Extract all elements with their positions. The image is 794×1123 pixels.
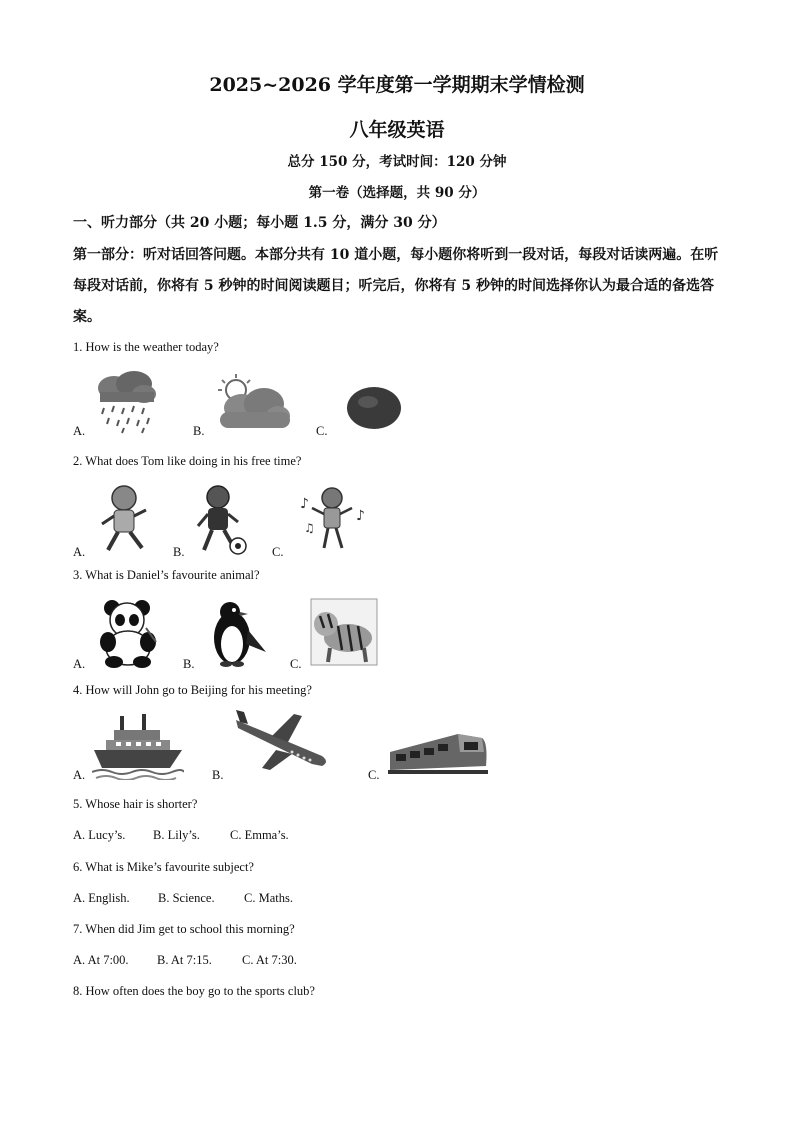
section-instruction: 第一部分：听对话回答问题。本部分共有 10 道小题，每小题你将听到一段对话，每段对话读两遍。在听每段对话前，你将有 5 秒钟的时间阅读题目；听完后，你将有 5 秒钟的时间选择你认为最合适的备选答案。 <box>73 247 719 325</box>
q4-option-a: A. <box>73 768 86 782</box>
exam-meta: 总分 150 分，考试时间：120 分钟 <box>287 154 507 170</box>
question-3: 3. What is Daniel’s favourite animal? <box>73 568 260 582</box>
q6-option-b: B. Science. <box>158 891 215 905</box>
question-4: 4. How will John go to Beijing for his meeting? <box>73 683 312 697</box>
q3-option-c: C. <box>290 657 302 671</box>
train-icon <box>388 722 488 778</box>
question-7: 7. When did Jim get to school this morning? <box>73 922 295 936</box>
q5-option-a: A. Lucy’s. <box>73 828 126 842</box>
volume-heading: 第一卷（选择题，共 90 分） <box>308 185 486 201</box>
q7-option-a: A. At 7:00. <box>73 953 129 967</box>
q1-option-c: C. <box>316 424 328 438</box>
q7-option-b: B. At 7:15. <box>157 953 212 967</box>
panda-icon <box>96 598 160 668</box>
q4-option-b: B. <box>212 768 224 782</box>
section-heading: 一、听力部分（共 20 小题；每小题 1.5 分，满分 30 分） <box>73 215 446 231</box>
question-6: 6. What is Mike’s favourite subject? <box>73 860 254 874</box>
running-boy-icon <box>98 484 150 556</box>
q2-option-a: A. <box>73 545 86 559</box>
singing-boy-icon <box>298 486 370 552</box>
q2-option-c: C. <box>272 545 284 559</box>
q1-option-a: A. <box>73 424 86 438</box>
svg-text:♪: ♪ <box>300 496 309 512</box>
q3-option-b: B. <box>183 657 195 671</box>
q7-option-c: C. At 7:30. <box>242 953 297 967</box>
svg-text:♫: ♫ <box>304 521 315 535</box>
dark-circle-icon <box>346 386 402 430</box>
svg-text:♪: ♪ <box>356 508 365 524</box>
question-1: 1. How is the weather today? <box>73 340 219 354</box>
sun-cloud-icon <box>214 374 292 432</box>
tiger-icon <box>310 598 378 666</box>
q3-option-a: A. <box>73 657 86 671</box>
rain-cloud-icon <box>92 370 160 434</box>
football-boy-icon <box>194 484 248 556</box>
q5-option-c: C. Emma’s. <box>230 828 289 842</box>
q1-option-b: B. <box>193 424 205 438</box>
ship-icon <box>92 712 184 780</box>
q6-option-a: A. English. <box>73 891 130 905</box>
q4-option-c: C. <box>368 768 380 782</box>
exam-subtitle: 八年级英语 <box>349 119 445 141</box>
q6-option-c: C. Maths. <box>244 891 293 905</box>
question-8: 8. How often does the boy go to the sports club? <box>73 984 315 998</box>
question-5: 5. Whose hair is shorter? <box>73 797 198 811</box>
q2-option-b: B. <box>173 545 185 559</box>
penguin-icon <box>202 600 268 668</box>
question-2: 2. What does Tom like doing in his free time? <box>73 454 302 468</box>
q5-option-b: B. Lily’s. <box>153 828 200 842</box>
airplane-icon <box>232 710 332 772</box>
exam-title: 2025~2026 学年度第一学期期末学情检测 <box>209 74 585 96</box>
